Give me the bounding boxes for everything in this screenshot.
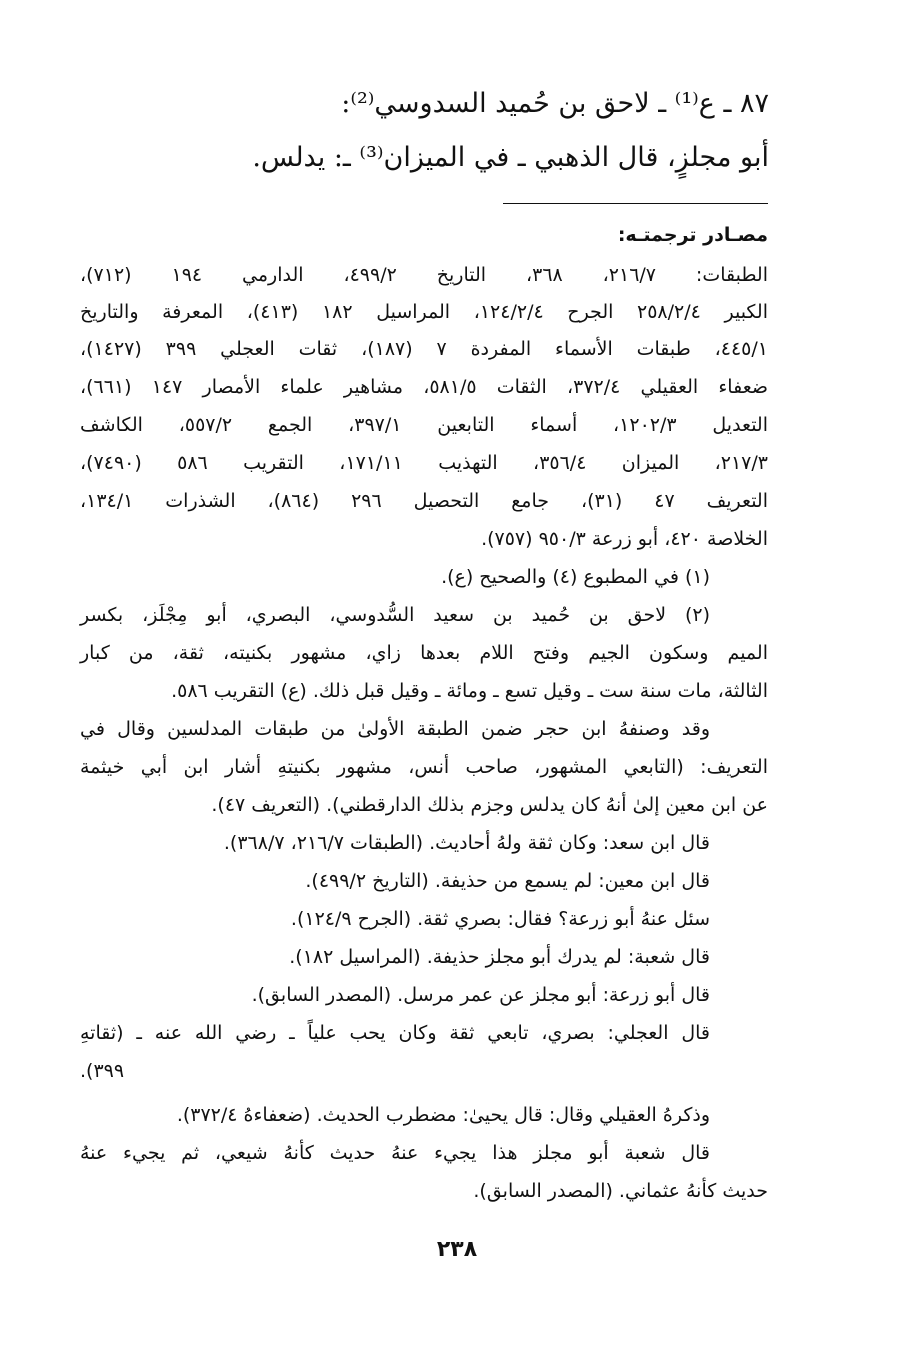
footnote-line: التعريف: (التابعي المشهور، صاحب أنس، مشهور بكنيتهِ أشار ابن أبي خيثمة [80, 756, 768, 778]
footnote-line: التعريف ٤٧ (٣١)، جامع التحصيل ٢٩٦ (٨٦٤)، الشذرات ١٣٤/١، [80, 490, 768, 512]
footnote-line: الطبقات: ٢١٦/٧، ٣٦٨، التاريخ ٤٩٩/٢، الدارمي ١٩٤ (٧١٢)، [80, 264, 769, 286]
footnote-line: ٤٤٥/١، طبقات الأسماء المفردة ٧ (١٨٧)، ثقات العجلي ٣٩٩ (١٤٢٧)، [80, 338, 768, 360]
footnote-quote: قال ابن معين: لم يسمع من حذيفة. (التاريخ ٤٩٩/٢). [305, 870, 710, 892]
footnote-2: (٢) لاحق بن حُميد بن سعيد السُّدوسي، البصري، أبو مِجْلَز، بكسر [80, 604, 710, 626]
footnote-line: ٢١٧/٣، الميزان ٣٥٦/٤، التهذيب ١٧١/١١، التقريب ٥٨٦ (٧٤٩٠)، [80, 452, 768, 474]
footnote-line: الكبير ٢٥٨/٢/٤ الجرح ١٢٤/٢/٤، المراسيل ١٨٢ (٤١٣)، المعرفة والتاريخ [80, 301, 768, 323]
entry-heading: ٨٧ ـ ع⁽¹⁾ ـ لاحق بن حُميد السدوسي⁽²⁾: [341, 88, 769, 119]
footnote-quote: قال العجلي: بصري، تابعي ثقة وكان يحب علياً ـ رضي الله عنه ـ (ثقاتهِ [80, 1022, 710, 1044]
footnote-quote: قال شعبة أبو مجلز هذا يجيء عنهُ حديث كأنهُ شيعي، ثم يجيء عنهُ [80, 1142, 710, 1164]
footnote-quote: وذكرهُ العقيلي وقال: قال يحيىٰ: مضطرب الحديث. (ضعفاءهُ ٣٧٢/٤). [176, 1104, 710, 1126]
footnote-line: ٣٩٩). [80, 1060, 125, 1082]
footnote-quote: قال ابن سعد: وكان ثقة ولهُ أحاديث. (الطبقات ٢١٦/٧، ٣٦٨/٧). [223, 832, 710, 854]
page-number: ٢٣٨ [436, 1237, 478, 1262]
footnote-line: التعديل ١٢٠٢/٣، أسماء التابعين ٣٩٧/١، الجمع ٥٥٧/٢، الكاشف [80, 414, 769, 436]
footnote-1: (١) في المطبوع (٤) والصحيح (ع). [441, 566, 710, 588]
footnote-line: الخلاصة ٤٢٠، أبو زرعة ٩٥٠/٣ (٧٥٧). [481, 528, 768, 550]
footnote-line: ضعفاء العقيلي ٣٧٢/٤، الثقات ٥٨١/٥، مشاهير علماء الأمصار ١٤٧ (٦٦١)، [80, 376, 768, 398]
footnote-line: الثالثة، مات سنة ست ـ وقيل تسع ـ ومائة ـ وقيل قبل ذلك. (ع) التقريب ٥٨٦. [171, 680, 768, 702]
footnote-line: عن ابن معين إلىٰ أنهُ كان يدلس وجزم بذلك الدارقطني). (التعريف ٤٧). [211, 794, 768, 816]
footnote-quote: سئل عنهُ أبو زرعة؟ فقال: بصري ثقة. (الجرح ١٢٤/٩). [290, 908, 710, 930]
footnote-quote: قال شعبة: لم يدرك أبو مجلز حذيفة. (المراسيل ١٨٢). [289, 946, 710, 968]
footnote-line: حديث كأنهُ عثماني. (المصدر السابق). [473, 1180, 768, 1202]
sources-heading: مصـادر ترجمتـه: [617, 224, 768, 246]
footnote-line: الميم وسكون الجيم وفتح اللام بعدها زاي، مشهور بكنيته، ثقة، من كبار [80, 642, 768, 664]
footnote-separator [503, 203, 768, 204]
footnote-paragraph: وقد وصنفهُ ابن حجر ضمن الطبقة الأولىٰ من طبقات المدلسين وقال في [80, 718, 710, 740]
entry-body: أبو مجلزٍ، قال الذهبي ـ في الميزان⁽³⁾ ـ: يدلس. [252, 142, 769, 173]
footnote-quote: قال أبو زرعة: أبو مجلز عن عمر مرسل. (المصدر السابق). [251, 984, 710, 1006]
